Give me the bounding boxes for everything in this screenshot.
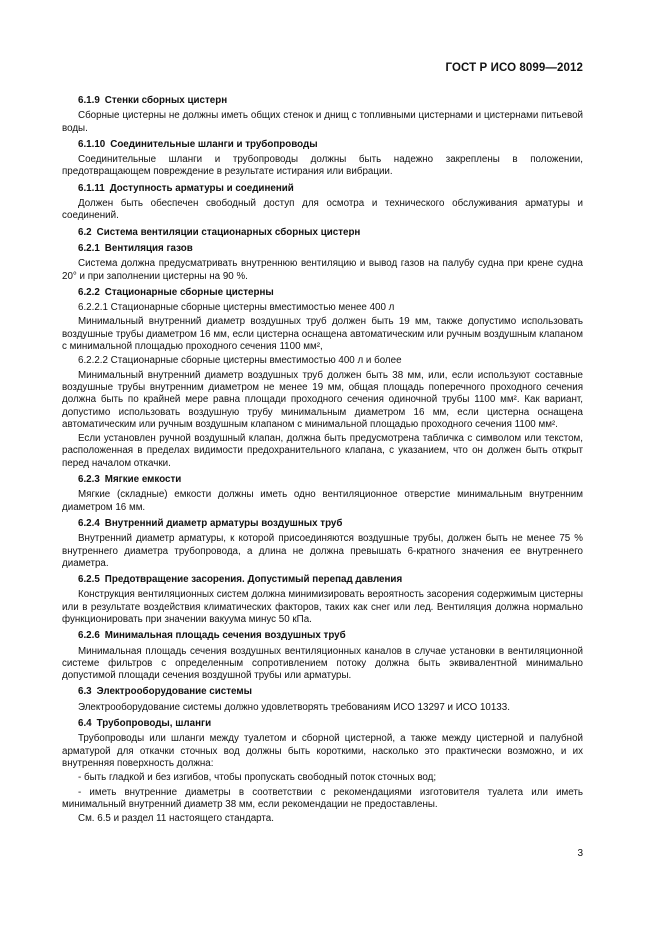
- standard-header: ГОСТ Р ИСО 8099—2012: [445, 62, 583, 74]
- paragraph: Минимальный внутренний диаметр воздушных труб должен быть 19 мм, также допустимо использовать воздушные трубы диаметром 16 мм, если цистерна оснащена автоматическим или ручным воздушным клапаном с минимальной площадью проходного сечения 1100 мм²,: [62, 316, 583, 353]
- section-heading: [62, 183, 583, 195]
- section-number: 6.2.4: [78, 517, 100, 529]
- section-heading: [62, 227, 583, 239]
- section-heading: [62, 574, 583, 586]
- paragraph: Внутренний диаметр арматуры, к которой присоединяются воздушные трубы, должен быть не менее 75 % внутреннего диаметра трубопровода, а длина не должна превышать 6-кратного значения ее внутреннего диаметра.: [62, 533, 583, 569]
- section-heading: [62, 243, 583, 255]
- paragraph: 6.2.2.1 Стационарные сборные цистерны вместимостью менее 400 л: [78, 302, 395, 314]
- section-number: 6.2.3: [78, 474, 100, 486]
- section-heading: [62, 95, 583, 107]
- section-title: Предотвращение засорения. Допустимый перепад давления: [104, 574, 403, 586]
- paragraph: Если установлен ручной воздушный клапан, должна быть предусмотрена табличка с символом или текстом, расположенная в пределах видимости предохранительного клапана, с указанием, что он должен быть открыт перед началом откачки.: [62, 433, 583, 469]
- section-title: Соединительные шланги и трубопроводы: [110, 138, 318, 150]
- section-title: Электрооборудование системы: [96, 686, 252, 698]
- section-heading: [62, 474, 583, 486]
- section-title: Трубопроводы, шланги: [96, 718, 212, 730]
- paragraph: - быть гладкой и без изгибов, чтобы пропускать свободный поток сточных вод;: [78, 772, 437, 784]
- section-heading: [62, 287, 583, 299]
- section-number: 6.2.5: [78, 574, 100, 586]
- section-heading: [62, 139, 583, 151]
- section-number: 6.2: [78, 226, 92, 238]
- section-number: 6.2.2: [78, 286, 100, 298]
- paragraph: Система должна предусматривать внутреннюю вентиляцию и вывод газов на палубу судна при крене судна 20° и при заполнении цистерны на 90 %.: [62, 258, 583, 282]
- section-heading: [62, 518, 583, 530]
- section-number: 6.3: [78, 686, 92, 698]
- section-title: Стенки сборных цистерн: [104, 95, 228, 106]
- section-number: 6.1.10: [78, 138, 106, 150]
- section-heading: [62, 718, 583, 730]
- paragraph: Соединительные шланги и трубопроводы должны быть надежно закреплены в положении, предотвращающем повреждение в результате истирания или вибрации.: [62, 154, 583, 178]
- section-heading: [62, 686, 583, 698]
- section-number: 6.2.1: [78, 242, 100, 254]
- paragraph: Электрооборудование системы должно удовлетворять требованиям ИСО 13297 и ИСО 10133.: [78, 701, 510, 713]
- paragraph: См. 6.5 и раздел 11 настоящего стандарта.: [78, 813, 274, 825]
- page-number: 3: [577, 848, 583, 859]
- section-title: Доступность арматуры и соединений: [109, 182, 294, 194]
- paragraph: Мягкие (складные) емкости должны иметь одно вентиляционное отверстие минимальным внутренним диаметром 16 мм.: [62, 489, 583, 513]
- section-title: Система вентиляции стационарных сборных цистерн: [96, 226, 361, 238]
- section-heading: [62, 630, 583, 642]
- document-body: [62, 95, 583, 827]
- section-number: 6.4: [78, 718, 92, 730]
- section-number: 6.1.11: [78, 182, 105, 194]
- section-title: Внутренний диаметр арматуры воздушных труб: [104, 517, 343, 529]
- section-title: Минимальная площадь сечения воздушных труб: [104, 630, 346, 642]
- section-title: Вентиляция газов: [104, 242, 193, 254]
- paragraph: Минимальный внутренний диаметр воздушных труб должен быть 38 мм, или, если используют составные воздушные трубы внутренним диаметром не менее 19 мм, общая площадь поперечного проходного сечения должна быть по крайней мере равна площади проходного сечения одиночной трубы 1100 мм². Как вариант, допустимо использовать воздушную трубу минимальным диаметром 16 мм, если цистерна оснащена автоматическим или ручным воздушным клапаном с минимальной площадью проходного сечения 1100 мм².: [62, 369, 583, 430]
- paragraph: - иметь внутренние диаметры в соответствии с рекомендациями изготовителя туалета или иметь минимальный внутренний диаметр 38 мм, если рекомендации не предоставлены.: [62, 786, 583, 810]
- paragraph: Конструкция вентиляционных систем должна минимизировать вероятность засорения содержимым цистерны или в результате воздействия климатических факторов, таких как снег или лед. Вентиляция должна нормально функционировать при значении вакуума минус 50 кПа.: [62, 589, 583, 625]
- paragraph: 6.2.2.2 Стационарные сборные цистерны вместимостью 400 л и более: [78, 355, 402, 367]
- paragraph: Должен быть обеспечен свободный доступ для осмотра и технического обслуживания арматуры и соединений.: [62, 198, 583, 222]
- paragraph: Сборные цистерны не должны иметь общих стенок и днищ с топливными цистернами и цистернами питьевой воды.: [62, 110, 583, 134]
- section-title: Мягкие емкости: [104, 474, 182, 486]
- section-title: Стационарные сборные цистерны: [104, 286, 274, 298]
- paragraph: Трубопроводы или шланги между туалетом и сборной цистерной, а также между цистерной и палубной арматурой для откачки сточных вод должны быть короткими, насколько это практически возможно, и их внутренняя поверхность должна:: [62, 733, 583, 769]
- section-number: 6.2.6: [78, 630, 100, 642]
- section-number: 6.1.9: [78, 95, 100, 106]
- paragraph: Минимальная площадь сечения воздушных вентиляционных каналов в случае установки в вентиляционной системе фильтров с определенным сопротивлением потоку должна быть эквивалентной минимально допустимой площади сечения воздушной трубы или арматуры.: [62, 645, 583, 682]
